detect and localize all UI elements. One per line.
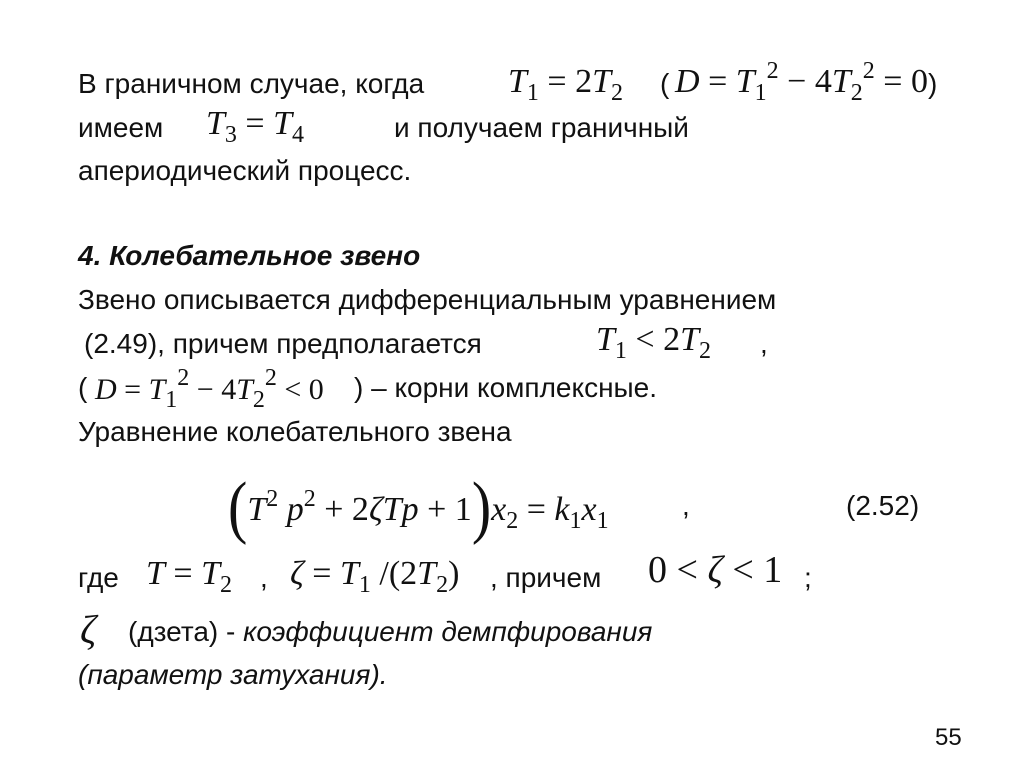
line1-text: В граничном случае, когда bbox=[78, 68, 425, 99]
where-text: где bbox=[78, 562, 119, 593]
formula-t3-eq-t4: $T_3 = T_4$ bbox=[206, 105, 305, 148]
formula-t1-eq-2t2: $T_1 = 2T_2$ bbox=[508, 63, 624, 106]
where-text2: , причем bbox=[490, 562, 602, 593]
zeta-description-plain: (дзета) - bbox=[128, 616, 244, 647]
where-semicolon: ; bbox=[804, 562, 812, 593]
formula-zeta-range: 0 < ζ < 1 bbox=[648, 549, 783, 591]
line7-text: ) – корни комплексные. bbox=[354, 372, 658, 403]
line6-comma: , bbox=[760, 328, 768, 359]
formula-t-eq-t2: $T = T_2$ bbox=[146, 555, 233, 598]
line2-text-b: и получаем граничный bbox=[394, 112, 689, 143]
equation-comma: , bbox=[682, 490, 690, 521]
line8-text: Уравнение колебательного звена bbox=[78, 416, 512, 447]
line6-text: (2.49), причем предполагается bbox=[84, 328, 482, 359]
page-number: 55 bbox=[935, 724, 962, 751]
equation-number: (2.52) bbox=[846, 490, 920, 521]
formula-zeta-definition: $\zeta = T_1$ $/(2T_2)$ bbox=[290, 555, 460, 598]
formula-discriminant-zero: $D = T_1^2 - 4T_2^2 = 0$ bbox=[675, 58, 928, 106]
line7-paren-open: ( bbox=[78, 372, 88, 403]
zeta-description-italic: коэффициент демпфирования bbox=[243, 616, 653, 647]
zeta-symbol: ζ bbox=[80, 607, 97, 652]
zeta-description bbox=[128, 616, 652, 648]
equation-oscillatory-link: ($T^2$ $p^2 + 2\zeta Tp + 1)x_2 = k_1x_1$ bbox=[228, 467, 609, 546]
formula-t1-lt-2t2: $T_1 < 2T_2$ bbox=[596, 321, 712, 364]
line1-paren-open: ( bbox=[660, 68, 670, 99]
line3-text: апериодический процесс. bbox=[78, 155, 412, 186]
line1-paren-close: ) bbox=[928, 68, 938, 99]
section-heading: 4. Колебательное звено bbox=[78, 240, 421, 271]
zeta-description-line2: (параметр затухания). bbox=[78, 659, 388, 690]
line2-text-a: имеем bbox=[78, 112, 164, 143]
where-comma1: , bbox=[260, 562, 268, 593]
line5-text: Звено описывается дифференциальным уравнением bbox=[78, 284, 777, 315]
formula-discriminant-negative: $D = T_1^2 - 4T_2^2 < 0$ bbox=[95, 365, 324, 413]
